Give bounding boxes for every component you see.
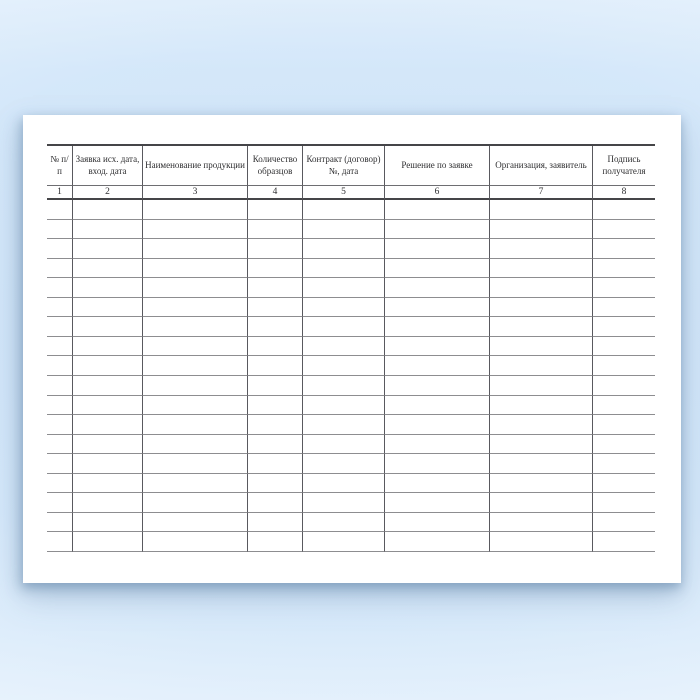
table-cell — [385, 356, 490, 376]
column-number-cell: 6 — [385, 186, 490, 200]
table-cell — [593, 298, 655, 318]
table-cell — [490, 376, 593, 396]
table-cell — [490, 454, 593, 474]
table-cell — [385, 532, 490, 552]
table-cell — [73, 376, 143, 396]
table-cell — [143, 396, 248, 416]
table-cell — [73, 454, 143, 474]
table-cell — [303, 259, 385, 279]
table-cell — [47, 337, 73, 357]
table-cell — [385, 376, 490, 396]
table-cell — [73, 435, 143, 455]
table-cell — [303, 278, 385, 298]
table-cell — [385, 200, 490, 220]
table-cell — [593, 376, 655, 396]
table-cell — [385, 278, 490, 298]
table-cell — [143, 220, 248, 240]
table-cell — [303, 474, 385, 494]
table-cell — [385, 513, 490, 533]
table-cell — [593, 278, 655, 298]
table-cell — [143, 259, 248, 279]
table-cell — [303, 376, 385, 396]
table-cell — [593, 493, 655, 513]
table-cell — [248, 415, 303, 435]
table-cell — [248, 220, 303, 240]
column-number-cell: 4 — [248, 186, 303, 200]
table-cell — [593, 317, 655, 337]
table-cell — [593, 200, 655, 220]
table-cell — [303, 298, 385, 318]
table-cell — [593, 396, 655, 416]
table-cell — [248, 513, 303, 533]
table-cell — [303, 200, 385, 220]
table-cell — [248, 337, 303, 357]
table-cell — [490, 435, 593, 455]
table-cell — [385, 220, 490, 240]
register-table — [47, 144, 655, 552]
table-cell — [303, 396, 385, 416]
header-cell-8: Подпись получателя — [593, 146, 655, 186]
table-cell — [143, 200, 248, 220]
table-cell — [490, 278, 593, 298]
table-cell — [490, 513, 593, 533]
table-cell — [248, 298, 303, 318]
table-cell — [47, 396, 73, 416]
paper-sheet — [23, 115, 681, 583]
table-cell — [47, 239, 73, 259]
table-cell — [490, 239, 593, 259]
table-cell — [73, 259, 143, 279]
table-cell — [73, 474, 143, 494]
table-cell — [248, 493, 303, 513]
table-cell — [303, 513, 385, 533]
table-cell — [143, 493, 248, 513]
table-cell — [248, 259, 303, 279]
table-cell — [143, 474, 248, 494]
table-cell — [385, 454, 490, 474]
column-number-cell: 1 — [47, 186, 73, 200]
table-cell — [73, 317, 143, 337]
table-cell — [385, 337, 490, 357]
table-cell — [303, 356, 385, 376]
table-cell — [47, 376, 73, 396]
table-cell — [490, 356, 593, 376]
table-cell — [303, 454, 385, 474]
header-cell-3: Наименование продукции — [143, 146, 248, 186]
table-cell — [490, 220, 593, 240]
table-cell — [593, 513, 655, 533]
table-cell — [385, 298, 490, 318]
table-cell — [593, 337, 655, 357]
table-cell — [143, 376, 248, 396]
table-cell — [47, 317, 73, 337]
table-cell — [303, 337, 385, 357]
table-cell — [248, 435, 303, 455]
table-cell — [248, 376, 303, 396]
table-cell — [593, 435, 655, 455]
table-cell — [248, 278, 303, 298]
table-cell — [143, 415, 248, 435]
table-cell — [490, 337, 593, 357]
table-cell — [73, 493, 143, 513]
column-number-cell: 5 — [303, 186, 385, 200]
table-cell — [248, 454, 303, 474]
table-cell — [490, 200, 593, 220]
table-cell — [47, 474, 73, 494]
table-cell — [490, 259, 593, 279]
table-cell — [47, 513, 73, 533]
header-cell-1: № п/п — [47, 146, 73, 186]
table-cell — [47, 200, 73, 220]
table-cell — [47, 493, 73, 513]
table-cell — [385, 259, 490, 279]
table-cell — [303, 239, 385, 259]
table-cell — [248, 200, 303, 220]
table-cell — [73, 513, 143, 533]
table-cell — [73, 396, 143, 416]
table-cell — [490, 396, 593, 416]
table-cell — [303, 415, 385, 435]
table-cell — [593, 259, 655, 279]
table-cell — [73, 278, 143, 298]
table-cell — [248, 317, 303, 337]
table-cell — [143, 278, 248, 298]
table-cell — [490, 474, 593, 494]
table-cell — [385, 239, 490, 259]
table-cell — [385, 317, 490, 337]
table-cell — [303, 220, 385, 240]
column-number-cell: 2 — [73, 186, 143, 200]
header-cell-7: Организация, заявитель — [490, 146, 593, 186]
table-cell — [47, 435, 73, 455]
table-cell — [593, 454, 655, 474]
table-cell — [248, 239, 303, 259]
table-cell — [143, 513, 248, 533]
table-cell — [47, 454, 73, 474]
header-cell-4: Количество образцов — [248, 146, 303, 186]
table-cell — [303, 532, 385, 552]
column-number-cell: 7 — [490, 186, 593, 200]
table-cell — [490, 532, 593, 552]
table-cell — [73, 415, 143, 435]
table-cell — [47, 356, 73, 376]
table-cell — [143, 435, 248, 455]
table-cell — [47, 532, 73, 552]
table-cell — [73, 239, 143, 259]
table-cell — [73, 337, 143, 357]
header-cell-2: Заявка исх. дата, вход. дата — [73, 146, 143, 186]
table-cell — [143, 356, 248, 376]
column-number-cell: 3 — [143, 186, 248, 200]
table-cell — [593, 356, 655, 376]
table-cell — [47, 259, 73, 279]
header-cell-5: Контракт (договор) №, дата — [303, 146, 385, 186]
table-cell — [593, 220, 655, 240]
table-cell — [73, 220, 143, 240]
table-cell — [593, 532, 655, 552]
column-number-cell: 8 — [593, 186, 655, 200]
table-cell — [47, 278, 73, 298]
table-cell — [385, 493, 490, 513]
table-cell — [248, 356, 303, 376]
table-cell — [303, 493, 385, 513]
table-cell — [385, 435, 490, 455]
table-cell — [73, 200, 143, 220]
table-cell — [143, 337, 248, 357]
table-cell — [47, 298, 73, 318]
table-cell — [73, 356, 143, 376]
table-cell — [385, 396, 490, 416]
table-cell — [73, 298, 143, 318]
table-cell — [143, 298, 248, 318]
table-cell — [248, 474, 303, 494]
header-cell-6: Решение по заявке — [385, 146, 490, 186]
table-cell — [490, 298, 593, 318]
table-cell — [385, 415, 490, 435]
table-cell — [490, 317, 593, 337]
table-cell — [248, 396, 303, 416]
table-cell — [143, 532, 248, 552]
table-cell — [73, 532, 143, 552]
table-cell — [143, 454, 248, 474]
table-cell — [593, 239, 655, 259]
table-cell — [303, 317, 385, 337]
table-cell — [47, 415, 73, 435]
table-cell — [303, 435, 385, 455]
table-cell — [385, 474, 490, 494]
table-cell — [490, 493, 593, 513]
table-cell — [47, 220, 73, 240]
table-cell — [143, 317, 248, 337]
table-cell — [143, 239, 248, 259]
table-cell — [248, 532, 303, 552]
table-cell — [593, 474, 655, 494]
table-cell — [593, 415, 655, 435]
table-cell — [490, 415, 593, 435]
